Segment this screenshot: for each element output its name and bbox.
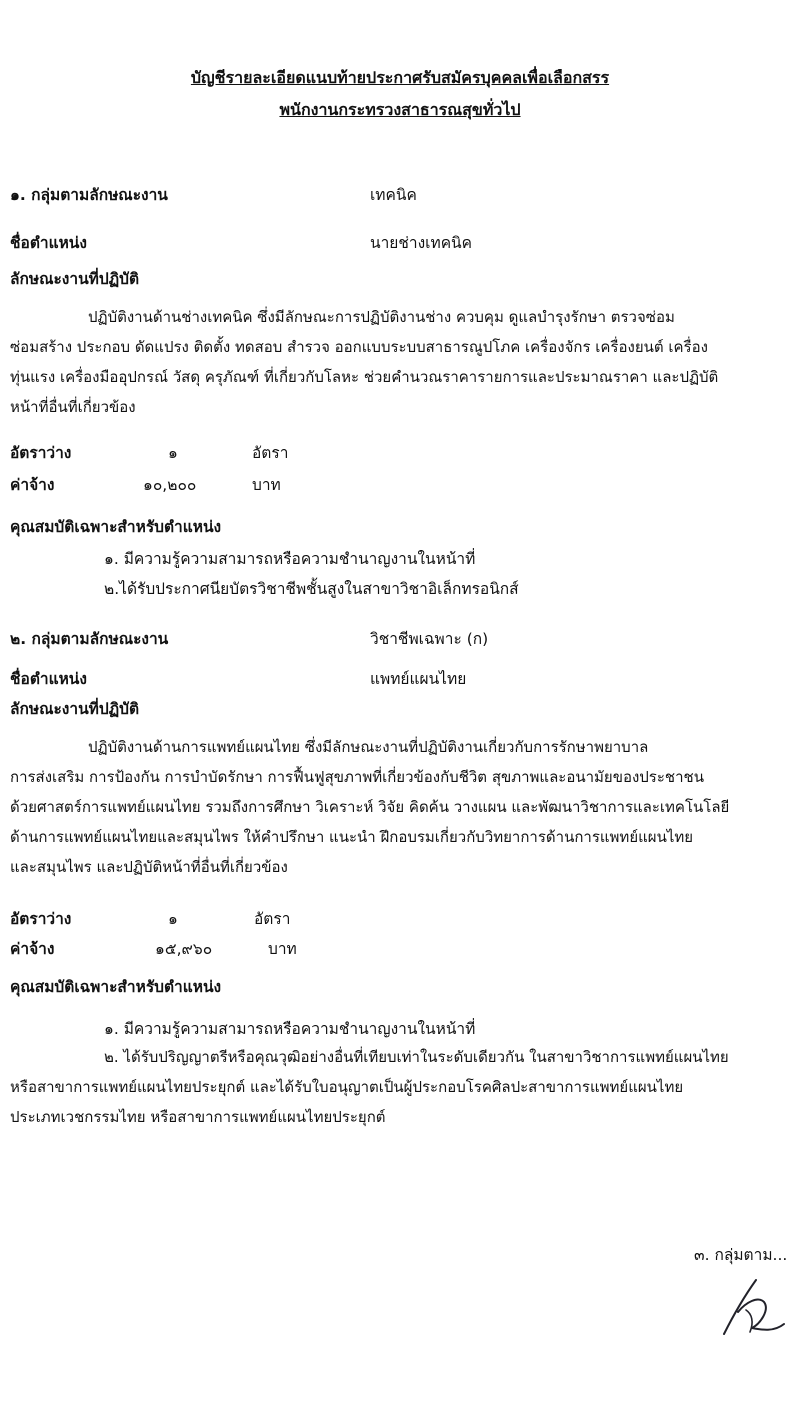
duty-description	[10, 302, 796, 422]
duty-label: ลักษณะงานที่ปฏิบัติ	[10, 270, 140, 288]
qualification-line: ประเภทเวชกรรมไทย หรือสาขาการแพทย์แผนไทยประยุกต์	[10, 1108, 386, 1126]
qualification-item: ๒.ได้รับประกาศนียบัตรวิชาชีพชั้นสูงในสาขาวิชาอิเล็กทรอนิกส์	[104, 580, 519, 598]
qualification-label: คุณสมบัติเฉพาะสำหรับตำแหน่ง	[10, 978, 222, 996]
duty-description	[10, 732, 796, 882]
vacancy-value: ๑	[168, 910, 178, 928]
wage-value: ๑๐,๒๐๐	[143, 476, 197, 494]
vacancy-label: อัตราว่าง	[10, 910, 72, 928]
vacancy-unit: อัตรา	[254, 910, 291, 928]
position-label: ชื่อตำแหน่ง	[10, 234, 87, 252]
duty-line: ด้วยศาสตร์การแพทย์แผนไทย รวมถึงการศึกษา วิเคราะห์ วิจัย คิดค้น วางแผน และพัฒนาวิชาการและเทคโนโลยี	[10, 798, 730, 816]
group-label: ๑. กลุ่มตามลักษณะงาน	[10, 186, 168, 204]
position-value: แพทย์แผนไทย	[370, 670, 467, 688]
document-title-line2: พนักงานกระทรวงสาธารณสุขทั่วไป	[279, 100, 521, 119]
duty-line: ปฏิบัติงานด้านช่างเทคนิค ซึ่งมีลักษณะการปฏิบัติงานช่าง ควบคุม ดูแลบำรุงรักษา ตรวจซ่อม	[88, 308, 675, 326]
continuation-note: ๓. กลุ่มตาม...	[694, 1246, 788, 1264]
duty-line: การส่งเสริม การป้องกัน การบำบัดรักษา การฟื้นฟูสุขภาพที่เกี่ยวข้องกับชีวิต สุขภาพและอนามัยของประชาชน	[10, 768, 704, 786]
duty-line: ด้านการแพทย์แผนไทยและสมุนไพร ให้คำปรึกษา แนะนำ ฝึกอบรมเกี่ยวกับวิทยาการด้านการแพทย์แผนไทย	[10, 828, 694, 846]
vacancy-label: อัตราว่าง	[10, 444, 72, 462]
duty-line: และสมุนไพร และปฏิบัติหน้าที่อื่นที่เกี่ยวข้อง	[10, 858, 288, 876]
wage-unit: บาท	[252, 476, 281, 494]
signature	[716, 1272, 788, 1342]
duty-label: ลักษณะงานที่ปฏิบัติ	[10, 700, 140, 718]
wage-value: ๑๕,๙๖๐	[155, 940, 213, 958]
group-value: เทคนิค	[370, 186, 417, 204]
qualification-item: ๑. มีความรู้ความสามารถหรือความชำนาญงานในหน้าที่	[104, 550, 476, 568]
position-value: นายช่างเทคนิค	[370, 234, 473, 252]
qualification-line: หรือสาขาการแพทย์แผนไทยประยุกต์ และได้รับใบอนุญาตเป็นผู้ประกอบโรคศิลปะสาขาการแพทย์แผนไทย	[10, 1078, 684, 1096]
group-value: วิชาชีพเฉพาะ (ก)	[370, 630, 489, 648]
duty-line: หน้าที่อื่นที่เกี่ยวข้อง	[10, 398, 136, 416]
qualification-line: ๒. ได้รับปริญญาตรีหรือคุณวุฒิอย่างอื่นที่เทียบเท่าในระดับเดียวกัน ในสาขาวิชาการแพทย์แผนไทย	[104, 1048, 729, 1066]
duty-line: ซ่อมสร้าง ประกอบ ดัดแปรง ติดตั้ง ทดสอบ สำรวจ ออกแบบระบบสาธารณูปโภค เครื่องจักร เครื่องยนต์ เครื่อง	[10, 338, 708, 356]
vacancy-unit: อัตรา	[252, 444, 289, 462]
document-title-line1: บัญชีรายละเอียดแนบท้ายประกาศรับสมัครบุคคลเพื่อเลือกสรร	[190, 68, 610, 87]
duty-line: ปฏิบัติงานด้านการแพทย์แผนไทย ซึ่งมีลักษณะงานที่ปฏิบัติงานเกี่ยวกับการรักษาพยาบาล	[88, 738, 649, 756]
group-label: ๒. กลุ่มตามลักษณะงาน	[10, 630, 169, 648]
duty-line: ทุ่นแรง เครื่องมืออุปกรณ์ วัสดุ ครุภัณฑ์ ที่เกี่ยวกับโลหะ ช่วยคำนวณราคารายการและประมาณราคา และปฏิบัติ	[10, 368, 719, 386]
wage-label: ค่าจ้าง	[10, 940, 55, 958]
qualification-paragraph	[10, 1042, 796, 1132]
qualification-item: ๑. มีความรู้ความสามารถหรือความชำนาญงานในหน้าที่	[104, 1020, 476, 1038]
wage-label: ค่าจ้าง	[10, 476, 55, 494]
qualification-label: คุณสมบัติเฉพาะสำหรับตำแหน่ง	[10, 518, 222, 536]
position-label: ชื่อตำแหน่ง	[10, 670, 87, 688]
vacancy-value: ๑	[168, 444, 178, 462]
wage-unit: บาท	[268, 940, 297, 958]
